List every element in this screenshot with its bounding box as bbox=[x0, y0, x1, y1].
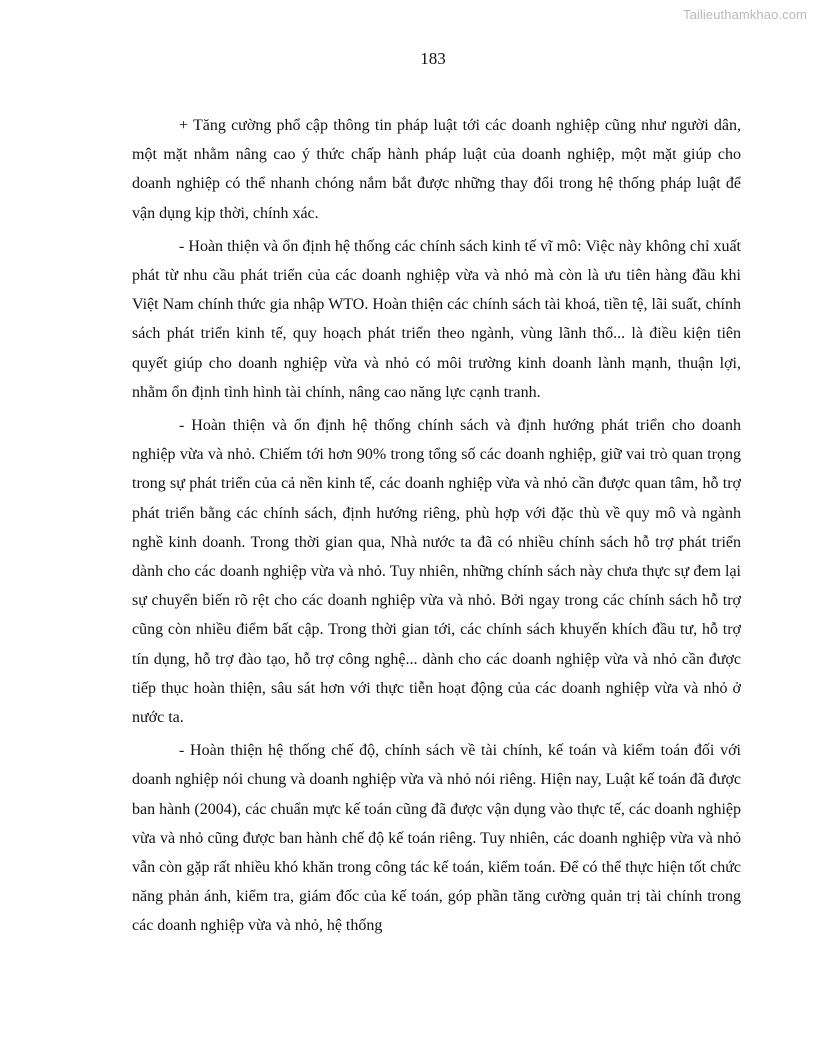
page-number: 183 bbox=[420, 49, 446, 68]
watermark: Tailieuthamkhao.com bbox=[682, 7, 807, 22]
paragraph: - Hoàn thiện và ổn định hệ thống các chính sách kinh tế vĩ mô: Việc này không chỉ xuất phát từ nhu cầu phát triển của các doanh nghiệp vừa và nhỏ mà còn là ưu tiên hàng đầu khi Việt Nam chính thức gia nhập WTO. Hoàn thiện các chính sách tài khoá, tiền tệ, lãi suất, chính sách phát triển kinh tế, quy hoạch phát triển theo ngành, vùng lãnh thổ... là điều kiện tiên quyết giúp cho doanh nghiệp vừa và nhỏ có môi trường kinh doanh lành mạnh, thuận lợi, nhằm ổn định tình hình tài chính, nâng cao năng lực cạnh tranh. bbox=[132, 237, 741, 401]
paragraph: + Tăng cường phổ cập thông tin pháp luật tới các doanh nghiệp cũng như người dân, một mặt nhằm nâng cao ý thức chấp hành pháp luật của doanh nghiệp, một mặt giúp cho doanh nghiệp có thể nhanh chóng nắm bắt được những thay đổi trong hệ thống pháp luật để vận dụng kịp thời, chính xác. bbox=[132, 117, 741, 222]
document-body bbox=[132, 111, 741, 945]
paragraph: - Hoàn thiện và ổn định hệ thống chính sách và định hướng phát triển cho doanh nghiệp vừa và nhỏ. Chiếm tới hơn 90% trong tổng số các doanh nghiệp, giữ vai trò quan trọng trong sự phát triển của cả nền kinh tế, các doanh nghiệp vừa và nhỏ cần được quan tâm, hỗ trợ phát triển bằng các chính sách, định hướng riêng, phù hợp với đặc thù về quy mô và ngành nghề kinh doanh. Trong thời gian qua, Nhà nước ta đã có nhiều chính sách hỗ trợ phát triển dành cho các doanh nghiệp vừa và nhỏ. Tuy nhiên, những chính sách này chưa thực sự đem lại sự chuyển biến rõ rệt cho các doanh nghiệp vừa và nhỏ. Bởi ngay trong các chính sách hỗ trợ cũng còn nhiều điểm bất cập. Trong thời gian tới, các chính sách khuyến khích đầu tư, hỗ trợ tín dụng, hỗ trợ đào tạo, hỗ trợ công nghệ... dành cho các doanh nghiệp vừa và nhỏ cần được tiếp thục hoàn thiện, sâu sát hơn với thực tiễn hoạt động của các doanh nghiệp vừa và nhỏ ở nước ta. bbox=[132, 417, 741, 727]
paragraph: - Hoàn thiện hệ thống chế độ, chính sách về tài chính, kế toán và kiểm toán đối với doanh nghiệp nói chung và doanh nghiệp vừa và nhỏ nói riêng. Hiện nay, Luật kế toán đã được ban hành (2004), các chuẩn mực kế toán cũng đã được vận dụng vào thực tế, các doanh nghiệp vừa và nhỏ cũng được ban hành chế độ kế toán riêng. Tuy nhiên, các doanh nghiệp vừa và nhỏ vẫn còn gặp rất nhiều khó khăn trong công tác kế toán, kiểm toán. Để có thể thực hiện tốt chức năng phản ánh, kiểm tra, giám đốc của kế toán, góp phần tăng cường quản trị tài chính trong các doanh nghiệp vừa và nhỏ, hệ thống bbox=[132, 742, 741, 935]
